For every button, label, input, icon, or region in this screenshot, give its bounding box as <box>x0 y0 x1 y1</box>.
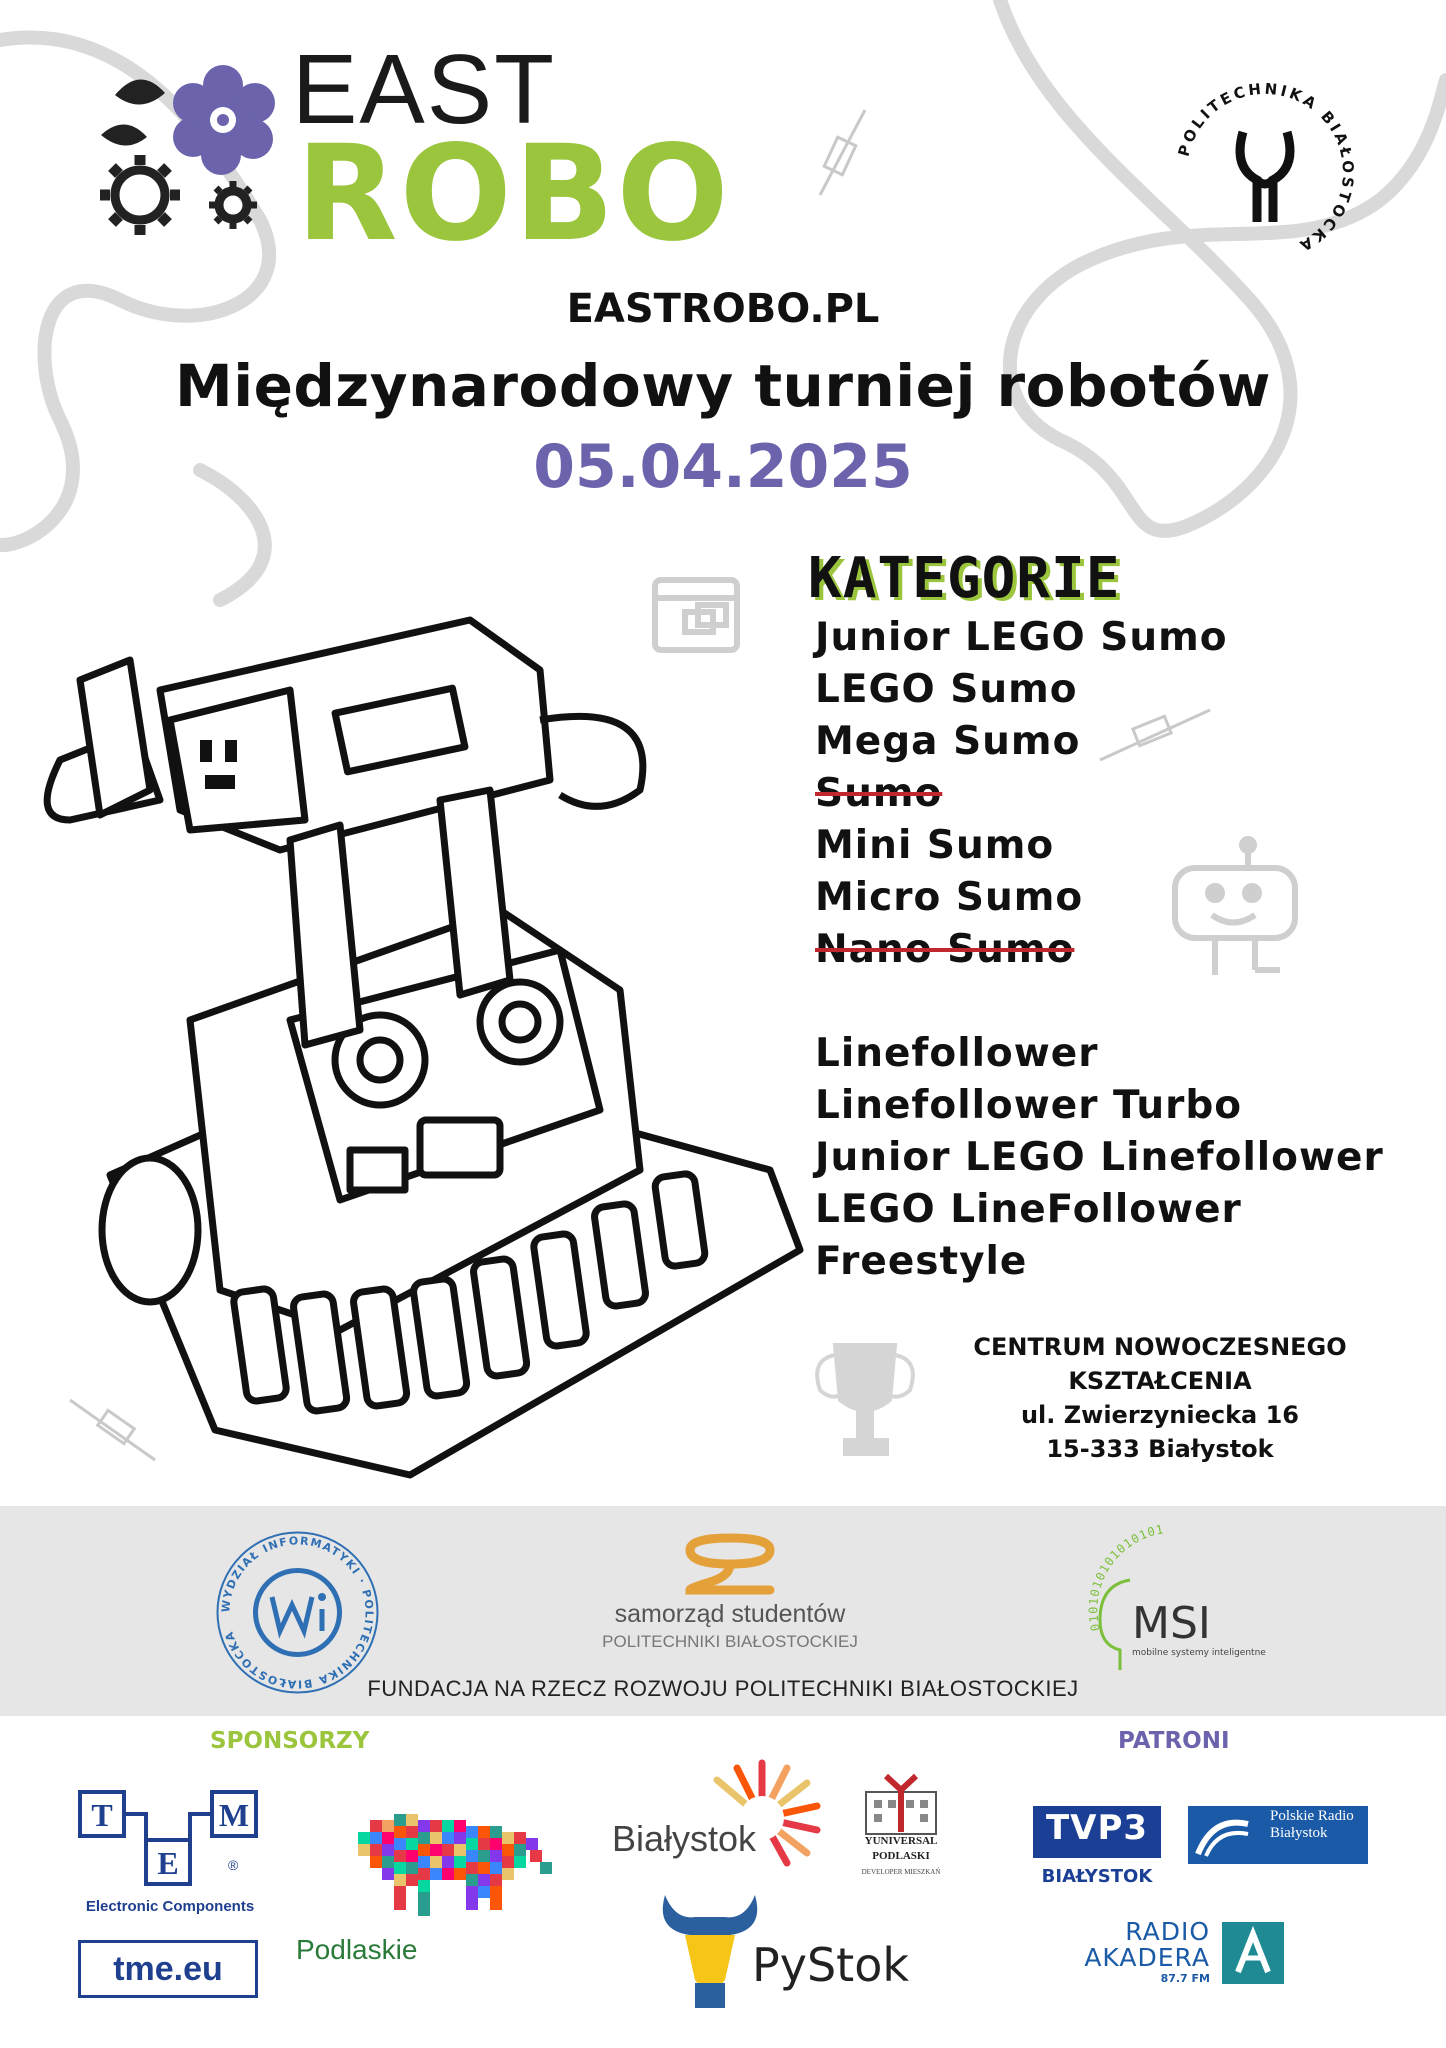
pb-ring-text: POLITECHNIKA BIAŁOSTOCKA <box>1174 79 1358 257</box>
logo-robo-text: ROBO <box>296 117 731 271</box>
msi-subtitle: mobilne systemy inteligentne <box>1132 1648 1266 1658</box>
pystok-bison-icon <box>655 1885 765 2015</box>
robot-illustration <box>40 590 820 1490</box>
tme-url: tme.eu <box>78 1940 258 1998</box>
wi-ring-text: WYDZIAŁ INFORMATYKI · POLITECHNIKA BIAŁOSTOCKA <box>219 1534 376 1691</box>
akadera-frequency: 87.7 FM <box>1160 1972 1210 1985</box>
msi-logo <box>1060 1520 1300 1680</box>
msi-binary-text: 0101010101010101 <box>1086 1522 1166 1633</box>
tme-letter-t: T <box>91 1797 113 1833</box>
category-item: Junior LEGO Linefollower <box>815 1135 1384 1180</box>
category-item: Linefollower Turbo <box>815 1083 1243 1128</box>
msi-label: MSI <box>1132 1598 1211 1649</box>
akadera-line2: AKADERA <box>1084 1943 1210 1972</box>
svg-text:POLITECHNIKA BIAŁOSTOCKA <box>1175 80 1358 256</box>
tme-registered-mark: ® <box>228 1857 239 1873</box>
categories-list <box>815 612 1384 1288</box>
prb-label: Polskie Radio Białystok <box>1270 1808 1354 1841</box>
category-spacer <box>815 976 1375 1028</box>
yuniversal-line1: YUNIVERSAL <box>864 1835 938 1847</box>
category-item: Junior LEGO Sumo <box>815 615 1228 660</box>
category-item-cancelled: Sumo <box>815 771 943 816</box>
tme-tagline: Electronic Components <box>85 1898 255 1915</box>
tme-logo <box>78 1790 258 1890</box>
category-item: Micro Sumo <box>815 875 1084 920</box>
category-item: Mini Sumo <box>815 823 1055 868</box>
wydzial-informatyki-logo <box>210 1525 385 1700</box>
eastrobo-emblem-icon <box>85 55 295 245</box>
akadera-logo-icon <box>1222 1922 1284 1984</box>
venue-line: ul. Zwierzyniecka 16 <box>1020 1401 1300 1429</box>
sponsors-label: SPONSORZY <box>210 1728 370 1754</box>
yuniversal-line2: PODLASKI <box>872 1850 930 1862</box>
category-item-cancelled: Nano Sumo <box>815 927 1075 972</box>
prb-wave-icon <box>1188 1806 1258 1864</box>
venue-line: 15-333 Białystok <box>1046 1435 1274 1463</box>
podlaskie-label: Podlaskie <box>296 1934 418 1965</box>
patrons-label: PATRONI <box>1118 1728 1230 1754</box>
venue-line: CENTRUM NOWOCZESNEGO <box>973 1333 1347 1361</box>
foundation-name: FUNDACJA NA RZECZ ROZWOJU POLITECHNIKI BIAŁOSTOCKIEJ <box>367 1676 1079 1701</box>
category-item: LEGO LineFollower <box>815 1187 1242 1232</box>
tme-letter-e: E <box>157 1845 179 1881</box>
venue-address <box>940 1330 1380 1466</box>
event-date: 05.04.2025 <box>533 432 913 502</box>
category-item: LEGO Sumo <box>815 667 1078 712</box>
categories-heading: KATEGORIE <box>808 546 1121 611</box>
tvp3-label: TVP3 <box>1045 1808 1149 1848</box>
samorzad-subtitle: POLITECHNIKI BIAŁOSTOCKIEJ <box>602 1632 858 1651</box>
bialystok-label: Białystok <box>612 1818 757 1859</box>
akadera-line1: RADIO <box>1125 1917 1210 1946</box>
tvp3-city: BIAŁYSTOK <box>1041 1866 1153 1887</box>
yuniversal-line3: DEVELOPER MIESZKAŃ <box>861 1868 941 1876</box>
pystok-label: PyStok <box>752 1938 909 1992</box>
category-item: Freestyle <box>815 1239 1028 1284</box>
venue-line: KSZTAŁCENIA <box>1068 1367 1252 1395</box>
category-item: Mega Sumo <box>815 719 1081 764</box>
samorzad-title: samorząd studentów <box>614 1600 846 1628</box>
logo-east-text: EAST <box>292 34 556 144</box>
tme-letter-m: M <box>218 1797 250 1833</box>
event-website: EASTROBO.PL <box>566 286 880 332</box>
politechnika-bialostocka-logo <box>1165 72 1365 272</box>
event-title: Międzynarodowy turniej robotów <box>174 352 1271 420</box>
category-item: Linefollower <box>815 1031 1099 1076</box>
